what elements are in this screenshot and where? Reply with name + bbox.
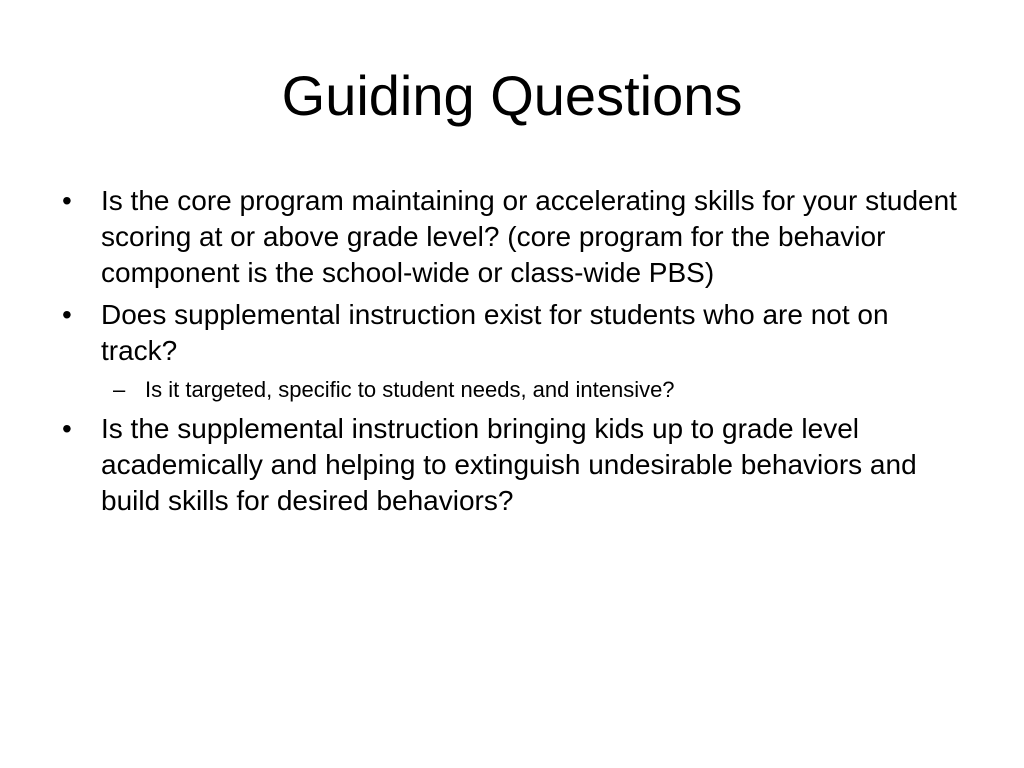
sub-bullet-text: Is it targeted, specific to student needs, and intensive? — [145, 377, 675, 402]
bullet-text: Is the supplemental instruction bringing kids up to grade level academically and helping to extinguish undesirable behaviors and build skills for desired behaviors? — [101, 413, 917, 516]
bullet-item — [62, 183, 972, 291]
bullet-marker: • — [62, 185, 72, 216]
sub-bullet-list — [101, 375, 972, 405]
bullet-text: Does supplemental instruction exist for students who are not on track? — [101, 299, 889, 366]
bullet-text: Is the core program maintaining or accelerating skills for your student scoring at or above grade level? (core program for the behavior component is the school-wide or class-wide PBS) — [101, 185, 957, 288]
bullet-item — [62, 297, 972, 405]
slide-title: Guiding Questions — [281, 64, 743, 127]
bullet-marker: • — [62, 413, 72, 444]
bullet-item — [62, 411, 972, 519]
bullet-list — [62, 183, 972, 525]
sub-bullet-item — [101, 375, 972, 405]
bullet-marker: • — [62, 299, 72, 330]
sub-bullet-marker: – — [113, 377, 126, 402]
